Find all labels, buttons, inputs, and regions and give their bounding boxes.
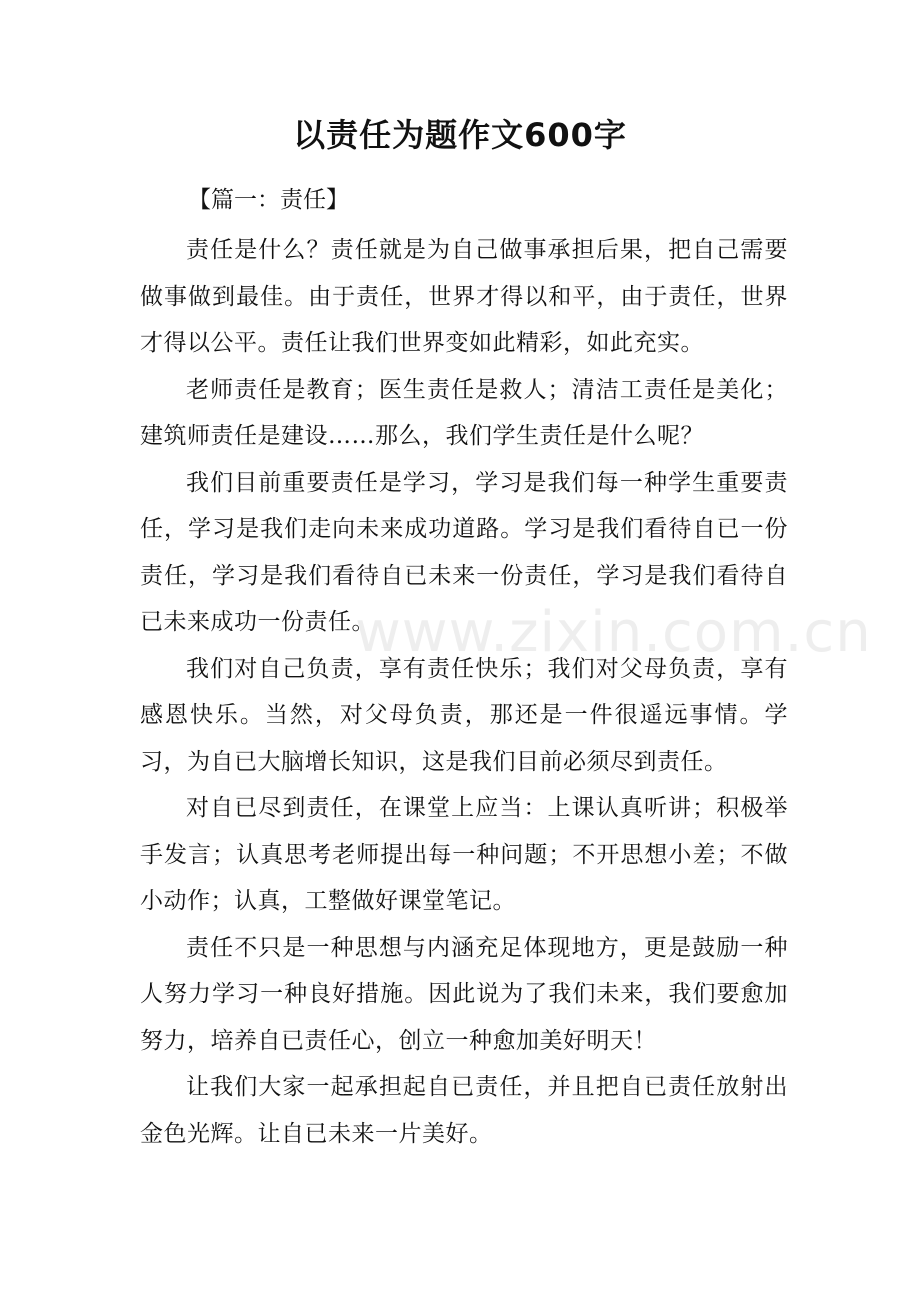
paragraph: 责任不只是一种思想与内涵充足体现地方，更是鼓励一种人努力学习一种良好措施。因此说为了我们未来，我们要愈加努力，培养自已责任心，创立一种愈加美好明天！ bbox=[140, 934, 788, 1054]
watermark: www.zixin.com.cn bbox=[355, 600, 872, 665]
paragraph: 让我们大家一起承担起自已责任，并且把自已责任放射出金色光辉。让自已未来一片美好。 bbox=[140, 1074, 788, 1147]
document-title: 以责任为题作文600字 bbox=[293, 116, 627, 154]
paragraph: 老师责任是教育；医生责任是救人；清洁工责任是美化；建筑师责任是建设……那么，我们学生责任是什么呢？ bbox=[140, 376, 788, 449]
paragraph: 我们目前重要责任是学习，学习是我们每一种学生重要责任，学习是我们走向未来成功道路。学习是我们看待自已一份责任，学习是我们看待自已未来一份责任，学习是我们看待自已未来成功一份责任。 bbox=[140, 469, 788, 635]
document-body bbox=[140, 227, 788, 1157]
paragraph: 我们对自己负责，享有责任快乐；我们对父母负责，享有感恩快乐。当然，对父母负责，那还是一件很遥远事情。学习，为自已大脑增长知识，这是我们目前必须尽到责任。 bbox=[140, 655, 788, 775]
paragraph: 责任是什么？责任就是为自己做事承担后果，把自己需要做事做到最佳。由于责任，世界才得以和平，由于责任，世界才得以公平。责任让我们世界变如此精彩，如此充实。 bbox=[140, 237, 788, 356]
paragraph: 对自已尽到责任，在课堂上应当：上课认真听讲；积极举手发言；认真思考老师提出每一种问题；不开思想小差；不做小动作；认真，工整做好课堂笔记。 bbox=[140, 795, 788, 914]
section-label: 【篇一：责任】 bbox=[188, 187, 349, 213]
